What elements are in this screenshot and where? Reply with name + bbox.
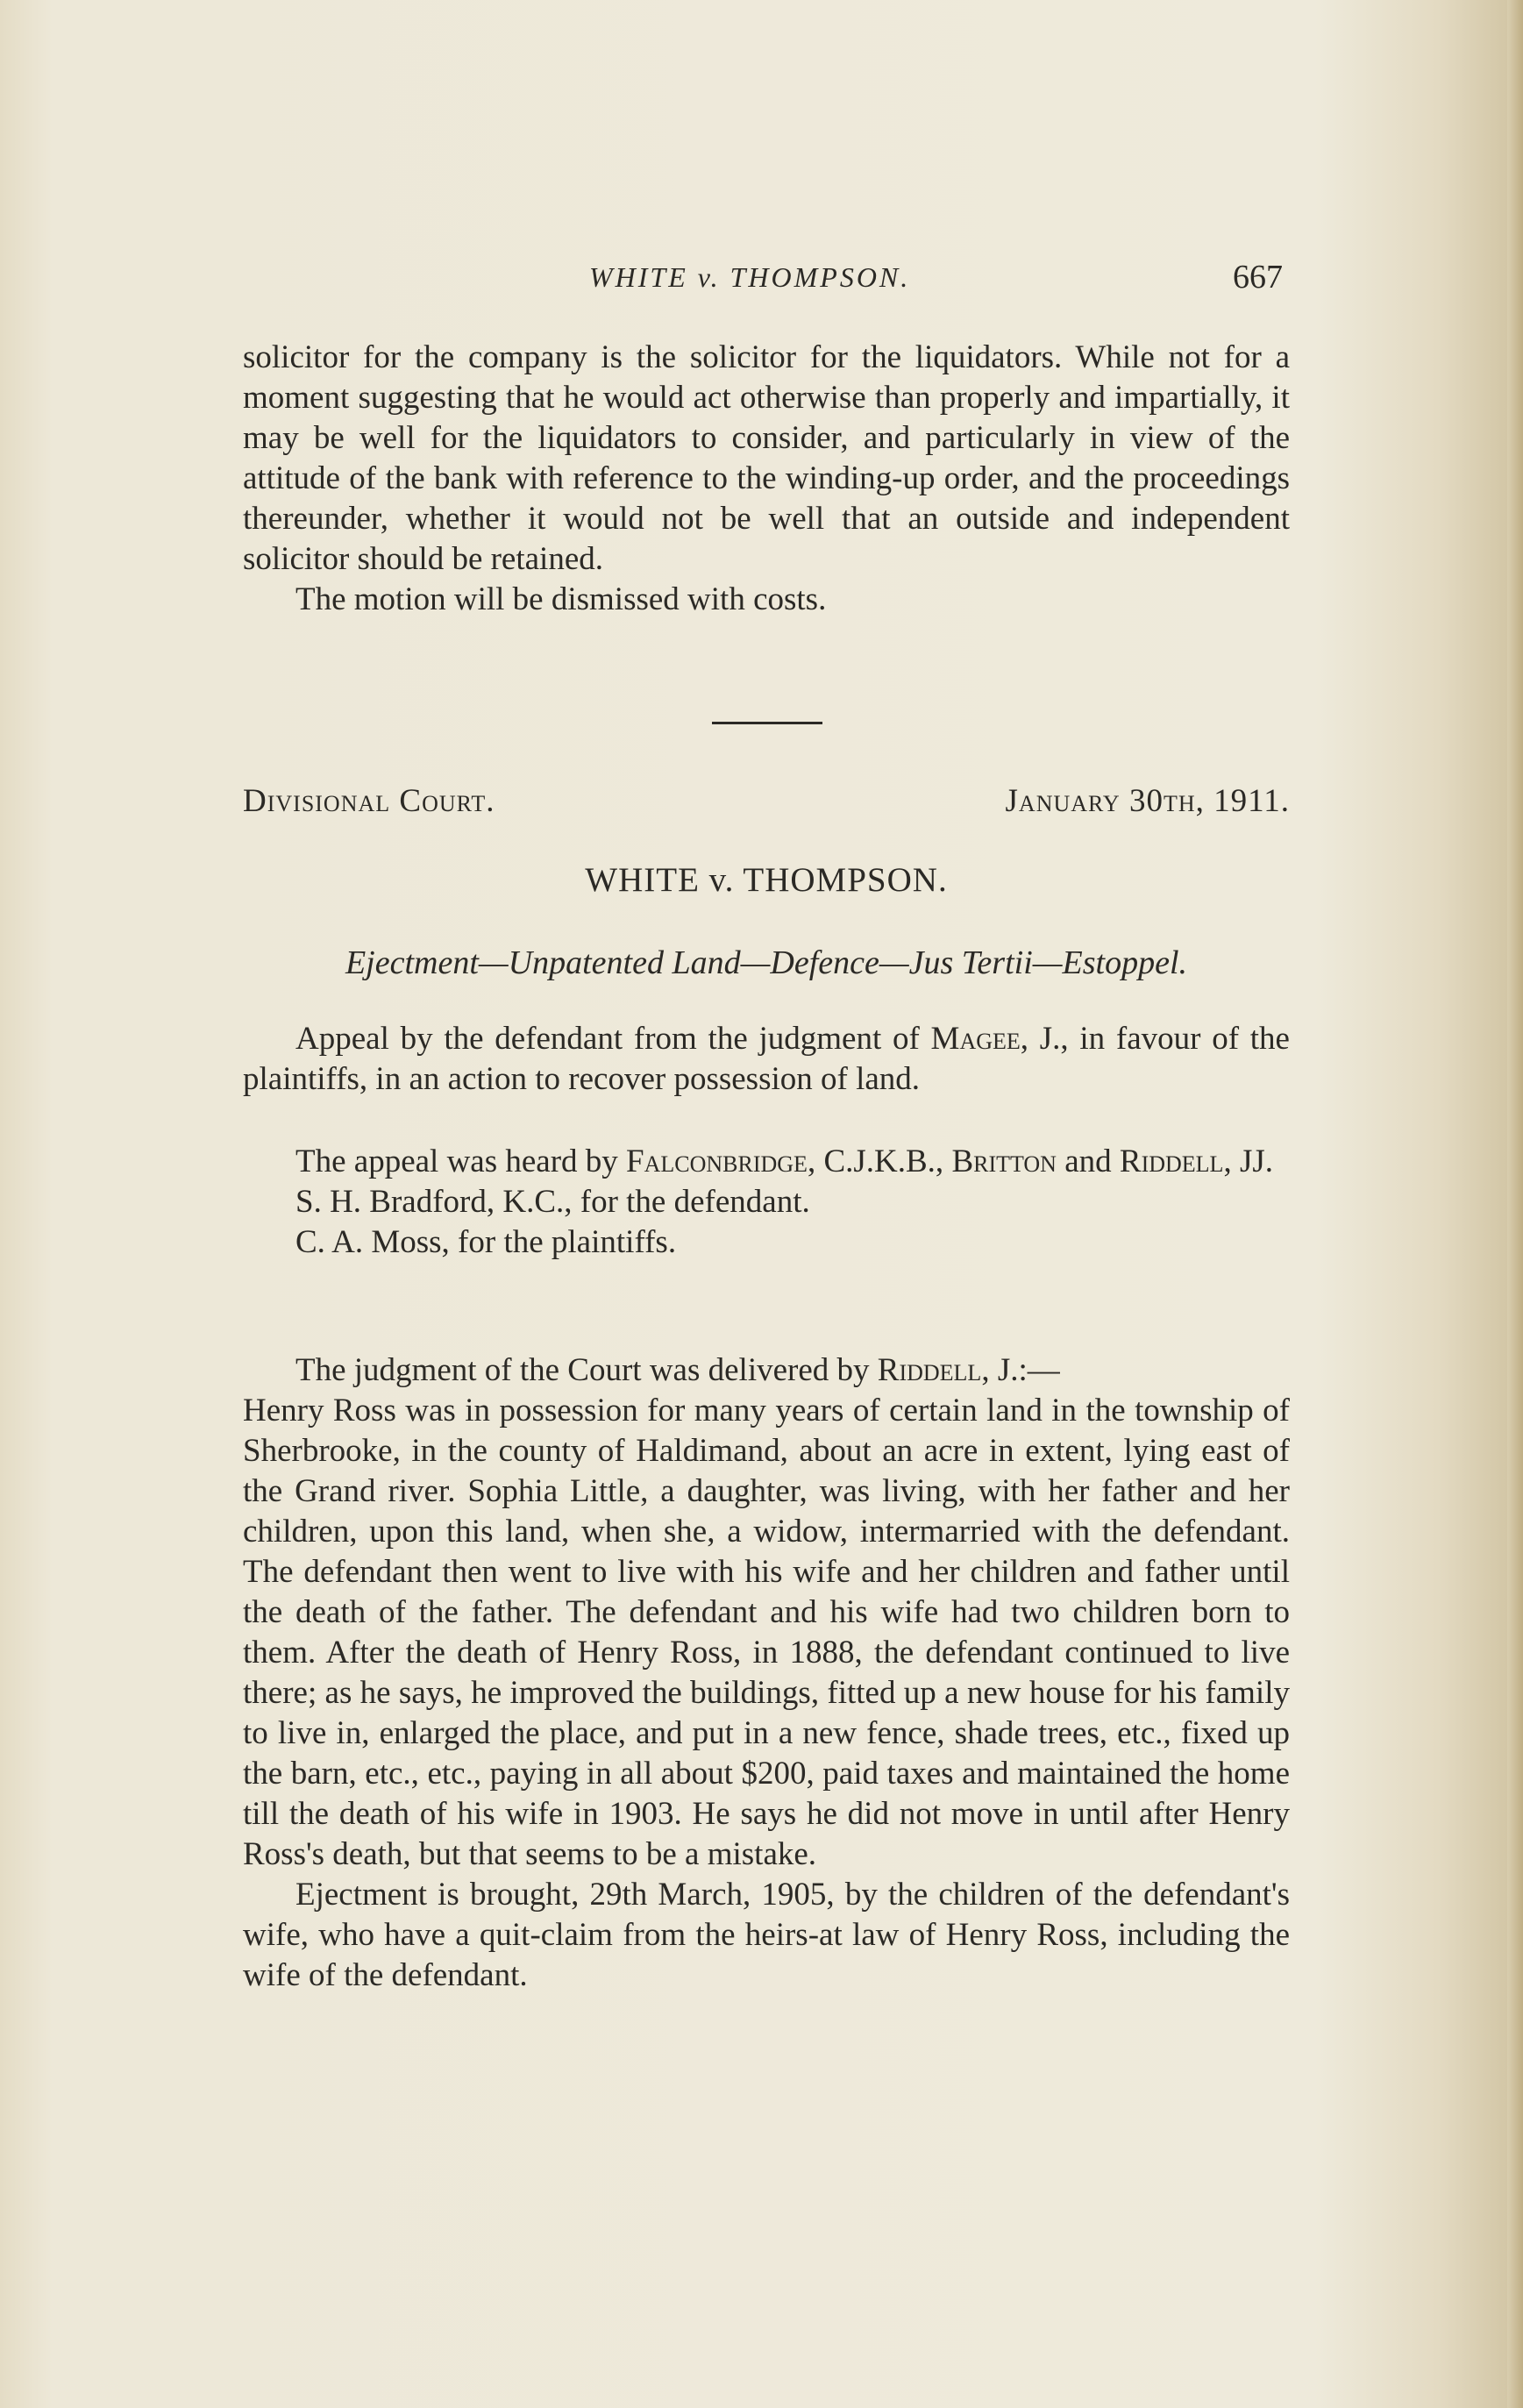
running-head	[243, 254, 1290, 300]
court-line	[243, 779, 1290, 824]
bench-suffix: , JJ.	[1223, 1143, 1274, 1179]
counsel-defendant: S. H. Bradford, K.C., for the defendant.	[295, 1184, 810, 1220]
judgment-paragraph: Ejectment is brought, 29th March, 1905, by the children of the defendant's wife, who have a quit-claim from the heirs-at law of Henry Ross, including the wife of the defendant.	[243, 1877, 1290, 1993]
continuation-text	[243, 338, 1290, 620]
counsel-plaintiffs: C. A. Moss, for the plaintiffs.	[295, 1224, 677, 1260]
bench-mid-1: , C.J.K.B.,	[807, 1143, 952, 1179]
section-divider	[712, 722, 822, 724]
appeal-paragraph	[243, 1019, 1290, 1100]
judgment-block	[243, 1350, 1290, 1996]
bench-block	[243, 1142, 1290, 1263]
page-number: 667	[1233, 259, 1283, 296]
appeal-block	[243, 1019, 1290, 1100]
decision-date: January 30th, 1911.	[1005, 783, 1290, 819]
disposition-paragraph: The motion will be dismissed with costs.	[295, 581, 827, 617]
running-title: WHITE v. THOMPSON.	[589, 261, 911, 293]
page-edge	[1507, 0, 1523, 2408]
appeal-prefix: Appeal by the defendant from the judgment of	[295, 1021, 931, 1057]
bench-mid-2: and	[1056, 1143, 1120, 1179]
court-name: Divisional Court.	[243, 783, 495, 819]
judgment-intro-prefix: The judgment of the Court was delivered by	[295, 1352, 878, 1388]
bench-judge-3: Riddell	[1119, 1143, 1224, 1179]
appeal-judge: Magee	[930, 1021, 1021, 1057]
catchline: Ejectment—Unpatented Land—Defence—Jus Tertii—Estoppel.	[345, 944, 1188, 981]
bench-judge-1: Falconbridge	[626, 1143, 808, 1179]
continuation-paragraph: solicitor for the company is the solicitor for the liquidators. While not for a moment suggesting that he would act otherwise than properly and impartially, it may be well for the liquidators to consider, and particularly in view of the attitude of the bank with reference to the winding-up order, and the proceedings thereunder, whether it would not be well that an outside and independent solicitor should be retained.	[243, 339, 1290, 577]
bench-paragraph	[243, 1142, 1290, 1182]
judgment-paragraph: Henry Ross was in possession for many years of certain land in the township of Sherbrooke, in the county of Haldimand, about an acre in extent, lying east of the Grand river. Sophia Little, a daughter, was living, with her father and her children, upon this land, when she, a widow, intermarried with the defendant. The defendant then went to live with his wife and her children and father until the death of the father. The defendant and his wife had two children born to them. After the death of Henry Ross, in 1888, the defendant continued to live there; as he says, he improved the buildings, fitted up a new house for his family to live in, enlarged the place, and put in a new fence, shade trees, etc., fixed up the barn, etc., etc., paying in all about $200, paid taxes and maintained the home till the death of his wife in 1903. He says he did not move in until after Henry Ross's death, but that seems to be a mistake.	[243, 1393, 1290, 1872]
appeal-suffix: , J., in favour of the plaintiffs, in an action to recover possession of land.	[243, 1021, 1290, 1097]
judgment-intro-suffix: , J.:—	[981, 1352, 1060, 1388]
judgment-intro	[243, 1350, 1290, 1391]
bench-prefix: The appeal was heard by	[295, 1143, 627, 1179]
bench-judge-2: Britton	[951, 1143, 1057, 1179]
case-title: WHITE v. THOMPSON.	[585, 861, 948, 899]
judgment-judge: Riddell	[877, 1352, 982, 1388]
